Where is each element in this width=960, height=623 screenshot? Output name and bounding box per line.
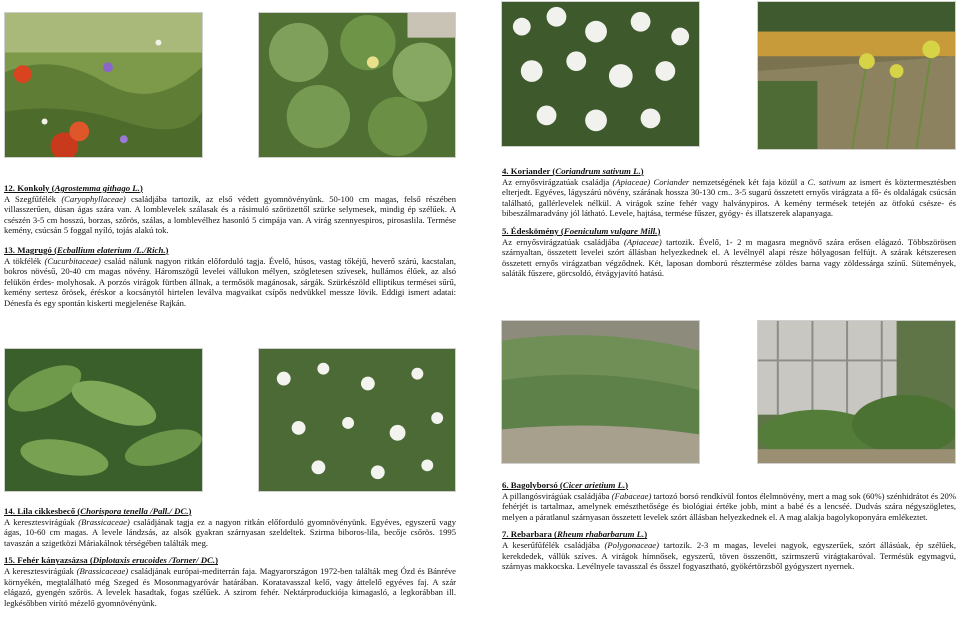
entry-heading: 6. Bagolyborsó (Cicer arietium L.) <box>502 480 629 490</box>
entry-heading: 7. Rebarbara (Rheum rhabarbarum L.) <box>502 529 648 540</box>
entry-heading: 4. Koriander (Coriandrum sativum L.) <box>502 166 644 176</box>
entry-koriander <box>502 166 956 279</box>
entry-heading: 15. Fehér kányazsázsa (Diplotaxis erucoides /Torner/ DC.) <box>4 555 219 566</box>
entry-heading: 14. Lila cikkesbecő (Chorispora tenella /Pall./ DC.) <box>4 506 192 516</box>
entry-description: A Szegfűfélék (Caryophyllaceae) családjába tartozik, az első védett gyomnövényünk. 50-100 cm magas, felső részében villasszerűen, dúsan ágas szára van. A lomblevelek szálasak és a rásimuló szőrözettől szürke selymesek, mindig ép szélűek. A csészén 3-5 cm hosszú, borzas, szőrös, szálas, a lomblevélhez hasonló 5 cimpája van. A virág szennyespiros, pirosaslila. Termése kemény, csúcsán 5 foggal nyíló, tojás alakú tok. <box>4 193 456 236</box>
entry-description: A keresztesvirágúak (Brassicaceae) családjának tagja ez a nagyon ritkán előforduló gyomnövényünk. Egyéves, egyszerű vagy ágas, 10-60 cm magas. A levele lándzsás, az alsók gyakran szárnyasan szeldeltek. Szirma biboros-lila, becője csőrös. 1995 tavaszán a szigetközi Máriakálnok térségében találták meg. <box>4 516 457 548</box>
entry-heading: 13. Magrugó (Ecballium elaterium /L./Rich.) <box>4 244 169 255</box>
entry-description: A tökfélék (Cucurbitaceae) család nálunk nagyon ritkán előforduló tagja. Évelő, húsos, vastag tőkéjű, heverő szárú, kacstalan, bokros növésű, 20-40 cm magas növény. Háromszögű levelei vállukon mélyen, szögletesen szívesek, hullámos élűek, az alsó felükön érdes- molyhosak. A porzós virágok fürtben állnak, a termősök magánosak, sárgák. Szürkészöld elliptikus termései sűrű, kemény sertesz őrösek, éréskor a kocsánytól hirtelen leválva magvaikat csípős nedvükkel messze lövik. Eddigi ismert adatai: Dénesfa és egy spontán kiskerti megjelenése Rajkán. <box>4 255 456 308</box>
fennel-garden-photo <box>757 1 956 150</box>
entry-description: A keserűfűfélék családjába (Polygonaceae) tartozik. 2-3 m magas, levelei nagyok, egyszerűek, szórt állásúak, ép szélűek, kerekdedek, vállük szíves. A virágok hímnősek, egyszerű, töven összenőtt, szirmszerű virágtakaróval. Termésük egymagvú, szárnyas makkocska. Levélnyele tavasszal és ősszel fogyasztható, gyökértörzsből gyógyszert nyernek. <box>502 539 956 572</box>
entry-description: Az ernyősvirágzatúak családja (Apiaceae) Coriander nemzetségének két faja közül a C. sativum az ismert és köztermesztésben elterjedt. Egyéves, lágyszárú növény, szárának hossza 30-130 cm.. 3-5 sugarú összetett ernyős virágzata a fő- és oldalágak csúcsán található, gallérlevelek nélkül. A virágok színe fehér vagy halványpiros. A kemény termések tetején az ötfokú csésze- és bibeszálmaradvány jól látható. Levele, hajtása, termése fűszer, gyógy- és illatszerek alapanyaga. <box>502 176 956 219</box>
entry-cikkesbeco <box>4 506 456 608</box>
entry-heading: 12. Konkoly (Agrostemma githago L.) <box>4 183 143 193</box>
entry-description: Az ernyősvirágzatúak családjába (Apiaceae) tartozik. Évelő, 1- 2 m magasra megnövő szára erősen elágazó. Többszörösen szárnyaltan, összetett levelei szórt állásban helyezkednek el. A levélnyél alapi része hólyagosan felfújt. A szárak kétszeresen összetett ernyős virágzatban végződnek. Két, laposan domború résztermése zöldes barna vagy zöldessárga színű. Sütemények, saláták fűszere, görcsoldó, étvágyjavító hatású. <box>502 236 957 279</box>
entry-konkoly <box>4 183 456 309</box>
entry-description: A keresztesvirágúak (Brassicaceae) családjának európai-mediterrán faja. Magyarországon 1972-ben találták meg Ózd és Bánréve környékén, megtalálható még Szeged és Mosonmagyaróvár határában. Koratavasszal kelő, vagy áttelelő egyéves faj. A szár elágazó, gyengén szőrös. A levelek hasadtak, fogas szélűek. A szirom fehér. Nektárproduckiója kimagasló, a legkorábban ill. legkésőbben virító mézelő gyomnövényünk. <box>4 565 456 608</box>
poppy-field-photo <box>4 12 203 158</box>
entry-description: A pillangósvirágúak családjába (Fabaceae) tartozó borsó rendkívül fontos élelmnövény, mert a mag sok (60%) szénhidrátot és 20% fehérjét is tartalmaz, amelynek emészthetősége és biológiai értéke jobb, mint a babé és a lencséé. Dudvás szára négyszögletes, melyen a páratlanul szárnyasan összetett levelek szórt állásban helyezkednek el. A mag alakja bagolykoponyára emlékeztet. <box>502 490 956 522</box>
entry-bagolyborso <box>502 480 956 572</box>
chickpea-field-photo <box>501 320 700 464</box>
coriander-flowers-photo <box>501 1 700 147</box>
white-flowers-photo <box>258 348 456 492</box>
mallow-leaves-photo <box>258 12 456 158</box>
rhubarb-greenhouse-photo <box>757 320 956 464</box>
leafy-plant-photo <box>4 348 203 492</box>
entry-heading: 5. Édeskömény (Foeniculum vulgare Mill.) <box>502 225 661 236</box>
